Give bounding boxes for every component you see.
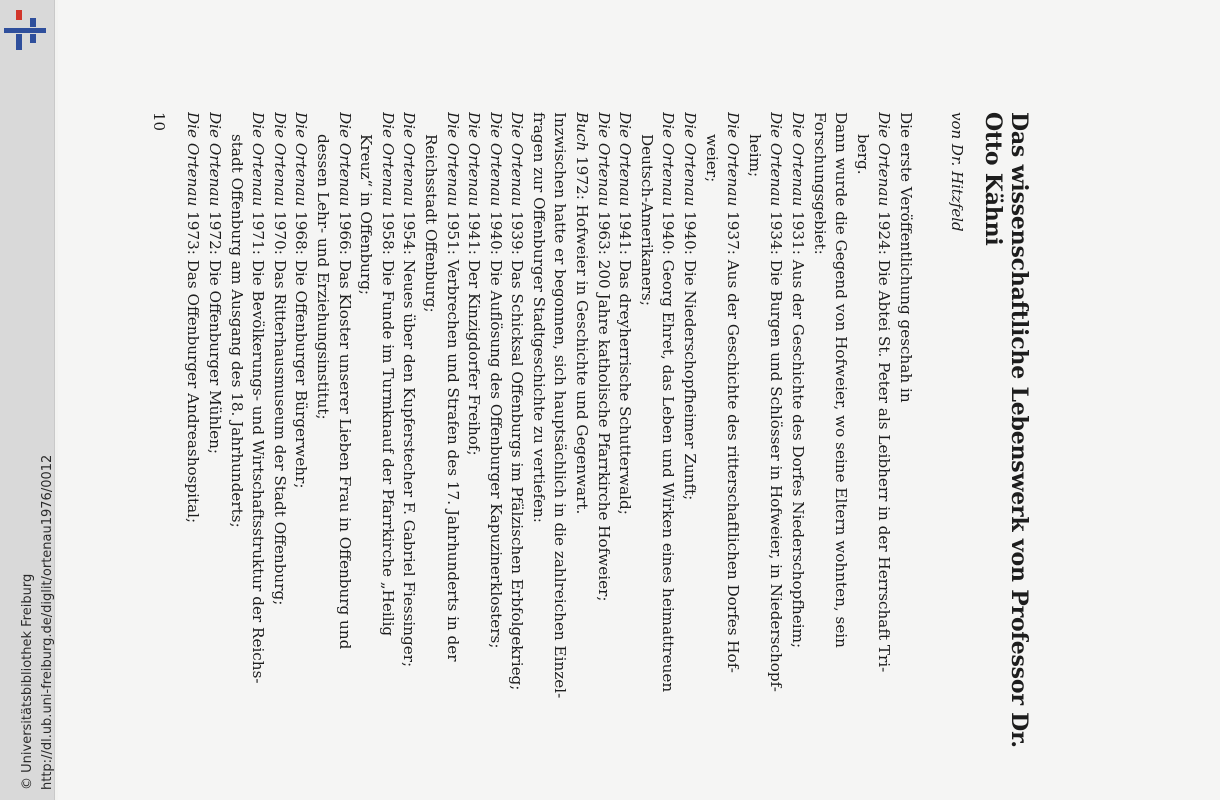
text-line [376,112,398,752]
line-text: 1968: Die Offenburger Bürgerwehr; [292,206,311,489]
line-text: 1937: Aus der Geschichte des ritterschaftlichen Dorfes Hof- [724,206,743,673]
publication-name: Die Ortenau [292,112,311,207]
publication-name: Die Ortenau [465,112,484,207]
line-text: 1941: Das dreyherrische Schutterwald; [616,206,635,515]
line-text: 1951: Verbrechen und Strafen des 17. Jahrhunderts in der [443,206,462,662]
text-line [571,112,593,752]
article-author: von Dr. Hitzfeld [948,112,966,232]
line-text: 1972: Die Offenburger Mühlen; [206,206,224,454]
line-text: 1958: Die Funde im Turmknauf der Pfarrkirche „Heilig [378,206,397,637]
line-text: 1970: Das Ritterhausmuseum der Stadt Offenburg; [270,206,289,606]
line-text: dessen Lehr- und Erziehungsinstitut; [313,134,332,420]
page-number: 10 [149,112,168,132]
line-text: 1940: Die Auflösung des Offenburger Kapuzinerklosters; [486,206,505,649]
text-line [355,112,377,752]
text-line [333,112,355,752]
article-title: Das wissenschaftliche Lebenswerk von Professor Dr. Otto Kähni [980,112,1032,748]
text-line [527,112,549,752]
line-text: Inzwischen hatte er begonnen, sich hauptsächlich in die zahlreichen Einzel- [551,112,570,699]
line-text: 1971: Die Bevölkerungs- und Wirtschaftsstruktur der Reichs- [249,206,268,684]
text-line [290,112,312,752]
text-line [182,112,204,752]
copyright-notice: © Universitätsbibliothek Freiburg [20,573,35,790]
publication-name: Die Ortenau [681,112,700,207]
line-text: 1939: Das Schicksal Offenburgs im Pfälzischen Erbfolgekrieg; [508,206,527,691]
text-line [808,112,830,752]
text-line [506,112,528,752]
text-line [722,112,744,752]
publication-name: Die Ortenau [378,112,397,207]
text-line [463,112,485,752]
publication-name: Die Ortenau [616,112,635,207]
publication-name: Die Ortenau [400,112,419,207]
text-line [894,112,916,752]
text-line [700,112,722,752]
publication-name: Die Ortenau [206,112,224,207]
publication-name: Die Ortenau [659,112,678,207]
text-line [398,112,420,752]
line-text: Deutsch-Amerikaners; [637,134,656,306]
publication-name: Die Ortenau [508,112,527,207]
text-line [419,112,441,752]
publication-name: Die Ortenau [875,112,894,207]
text-line [830,112,852,752]
publication-name: Die Ortenau [486,112,505,207]
line-text: Die erste Veröffentlichung geschah in [897,112,915,403]
line-text: 1934: Die Burgen und Schlösser in Hofweier, in Niederschopf- [767,206,786,692]
line-text: Reichsstadt Offenburg; [421,134,440,313]
line-text: weier; [702,134,721,183]
line-text: 1940: Georg Ehret, das Leben und Wirken eines heimattreuen [659,206,678,693]
line-text: 1972: Hofweier in Geschichte und Gegenwart. [573,151,592,515]
line-text: 1963: 200 Jahre katholische Pfarrkirche Hofweier; [594,206,613,602]
line-text: Kreuz“ in Offenburg; [357,134,376,296]
publication-name: Die Ortenau [249,112,268,207]
publication-name: Die Ortenau [594,112,613,207]
line-text: Forschungsgebiet: [810,112,829,255]
publication-name: Die Ortenau [184,112,203,207]
line-text: 1941: Der Kinzigdorfer Freihof; [465,206,484,456]
text-line [225,112,247,752]
publication-name: Die Ortenau [724,112,743,207]
line-text: heim; [745,134,764,178]
text-line [592,112,614,752]
text-line [873,112,895,752]
text-line [765,112,787,752]
line-text: 1940: Die Niederschopfheimer Zunft; [681,206,700,501]
text-line [268,112,290,752]
publication-name: Die Ortenau [335,112,354,207]
text-line [614,112,636,752]
text-line [441,112,463,752]
text-line [678,112,700,752]
text-line [851,112,873,752]
publication-name: Buch [573,112,592,152]
line-text: berg. [853,134,872,175]
publication-name: Die Ortenau [270,112,289,207]
text-line [743,112,765,752]
text-line [203,112,225,752]
line-text: 1973: Das Offenburger Andreashospital; [184,206,203,524]
article-sheet [149,112,1032,752]
text-line [786,112,808,752]
publication-name: Die Ortenau [443,112,462,207]
text-line [635,112,657,752]
line-text: 1924: Die Abtei St. Peter als Leibherr in der Herrschaft Tri- [875,206,894,673]
line-text: 1966: Das Kloster unserer Lieben Frau in Offenburg und [335,206,354,650]
line-text: Dann wurde die Gegend von Hofweier, wo seine Eltern wohnten, sein [832,112,851,648]
text-line [657,112,679,752]
text-line [549,112,571,752]
library-logo-icon [4,6,46,54]
line-text: 1931: Aus der Geschichte des Dorfes Niederschopfheim; [789,206,808,649]
text-line [311,112,333,752]
publication-name: Die Ortenau [789,112,808,207]
source-url[interactable]: http://dl.ub.uni-freiburg.de/diglit/ortenau1976/0012 [40,454,55,790]
line-text: 1954: Neues über den Kupferstecher F. Gabriel Fiessinger; [400,206,419,668]
text-line [484,112,506,752]
text-line [247,112,269,752]
line-text: fragen zur Offenburger Stadtgeschichte zu vertiefen: [529,112,548,523]
publication-name: Die Ortenau [767,112,786,207]
line-text: stadt Offenburg am Ausgang des 18. Jahrhunderts; [227,134,246,528]
bibliography-list [182,112,916,752]
